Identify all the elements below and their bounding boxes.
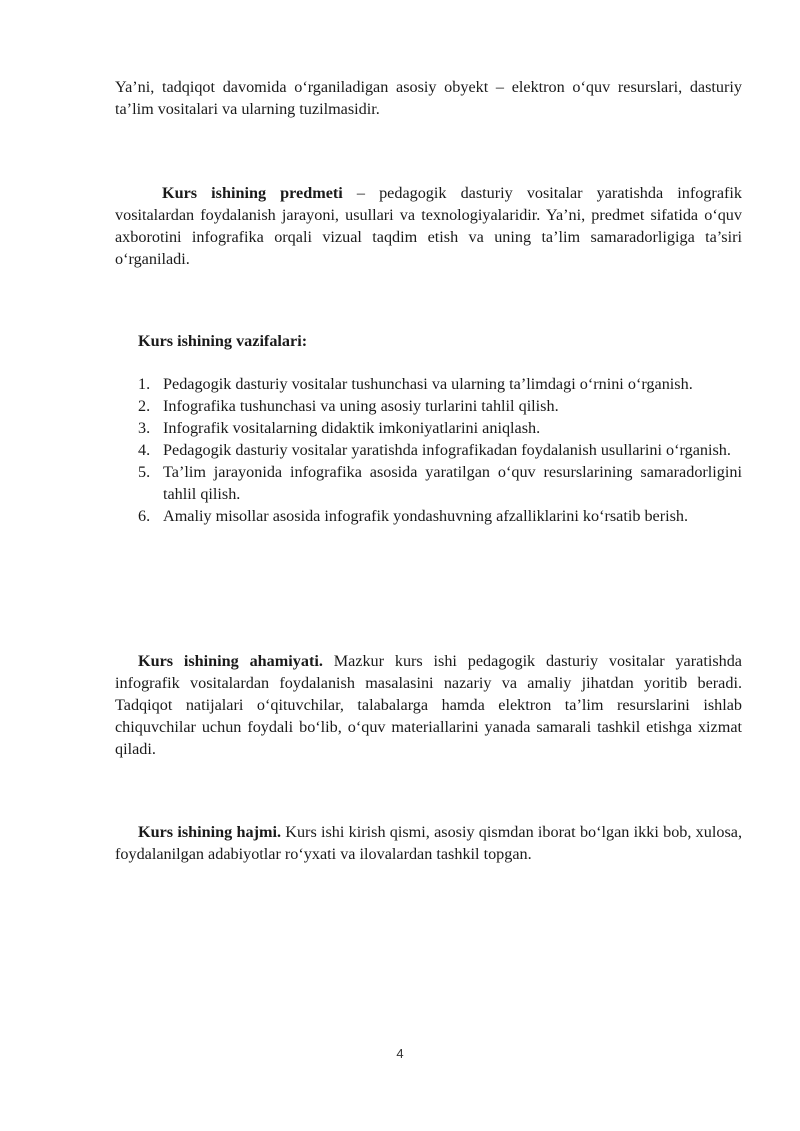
tasks-heading: Kurs ishining vazifalari: xyxy=(138,332,308,350)
list-item-text: Pedagogik dasturiy vositalar tushunchasi va ularning ta’limdagi o‘rnini o‘rganish. xyxy=(163,375,693,393)
paragraph-subject xyxy=(115,182,742,270)
tasks-list xyxy=(138,373,742,527)
list-item xyxy=(138,417,742,439)
importance-text: Mazkur kurs ishi pedagogik dasturiy vositalar yaratishda infografik vositalardan foydalanish masalasini nazariy va amaliy jihatdan yoritib beradi. Tadqiqot natijalari o‘qituvchilar, talabalarga hamda elektron ta’lim resurslarini ishlab chiquvchilar uchun foydali bo‘lib, o‘quv materiallarini yanada samarali tashkil etishga xizmat qiladi. xyxy=(115,652,742,758)
list-item-text: Ta’lim jarayonida infografika asosida yaratilgan o‘quv resurslarining samaradorligini tahlil qilish. xyxy=(163,463,742,503)
list-item xyxy=(138,505,742,527)
paragraph-volume xyxy=(115,821,742,865)
list-item-number: 3. xyxy=(138,419,151,437)
list-item-number: 6. xyxy=(138,507,151,525)
importance-title: Kurs ishining ahamiyati. xyxy=(138,652,323,670)
paragraph-importance xyxy=(115,650,742,760)
list-item xyxy=(138,461,742,505)
list-item-text: Pedagogik dasturiy vositalar yaratishda infografikadan foydalanish usullarini o‘rganish. xyxy=(163,441,731,459)
volume-text: Kurs ishi kirish qismi, asosiy qismdan iborat bo‘lgan ikki bob, xulosa, foydalanilgan adabiyotlar ro‘yxati va ilovalardan tashkil topgan. xyxy=(115,823,742,863)
list-item xyxy=(138,439,742,461)
list-item-number: 5. xyxy=(138,463,151,481)
list-item-text: Amaliy misollar asosida infografik yondashuvning afzalliklarini ko‘rsatib berish. xyxy=(163,507,689,525)
list-item-text: Infografik vositalarning didaktik imkoniyatlarini aniqlash. xyxy=(163,419,541,437)
list-item xyxy=(138,373,742,395)
volume-title: Kurs ishining hajmi. xyxy=(138,823,282,841)
list-item xyxy=(138,395,742,417)
list-item-number: 4. xyxy=(138,441,151,459)
list-item-number: 1. xyxy=(138,375,151,393)
page-number: 4 xyxy=(396,1046,404,1061)
list-item-number: 2. xyxy=(138,397,151,415)
subject-text: – pedagogik dasturiy vositalar yaratishda infografik vositalardan foydalanish jarayoni, usullari va texnologiyalaridir. Ya’ni, predmet sifatida o‘quv axborotini infografika orqali vizual taqdim etish va uning ta’lim samaradorligiga ta’siri o‘rganiladi. xyxy=(115,184,742,268)
list-item-text: Infografika tushunchasi va uning asosiy turlarini tahlil qilish. xyxy=(163,397,559,415)
paragraph-research-object: Ya’ni, tadqiqot davomida o‘rganiladigan asosiy obyekt – elektron o‘quv resurslari, dasturiy ta’lim vositalari va ularning tuzilmasidir. xyxy=(115,78,742,118)
subject-title: Kurs ishining predmeti xyxy=(162,184,343,202)
